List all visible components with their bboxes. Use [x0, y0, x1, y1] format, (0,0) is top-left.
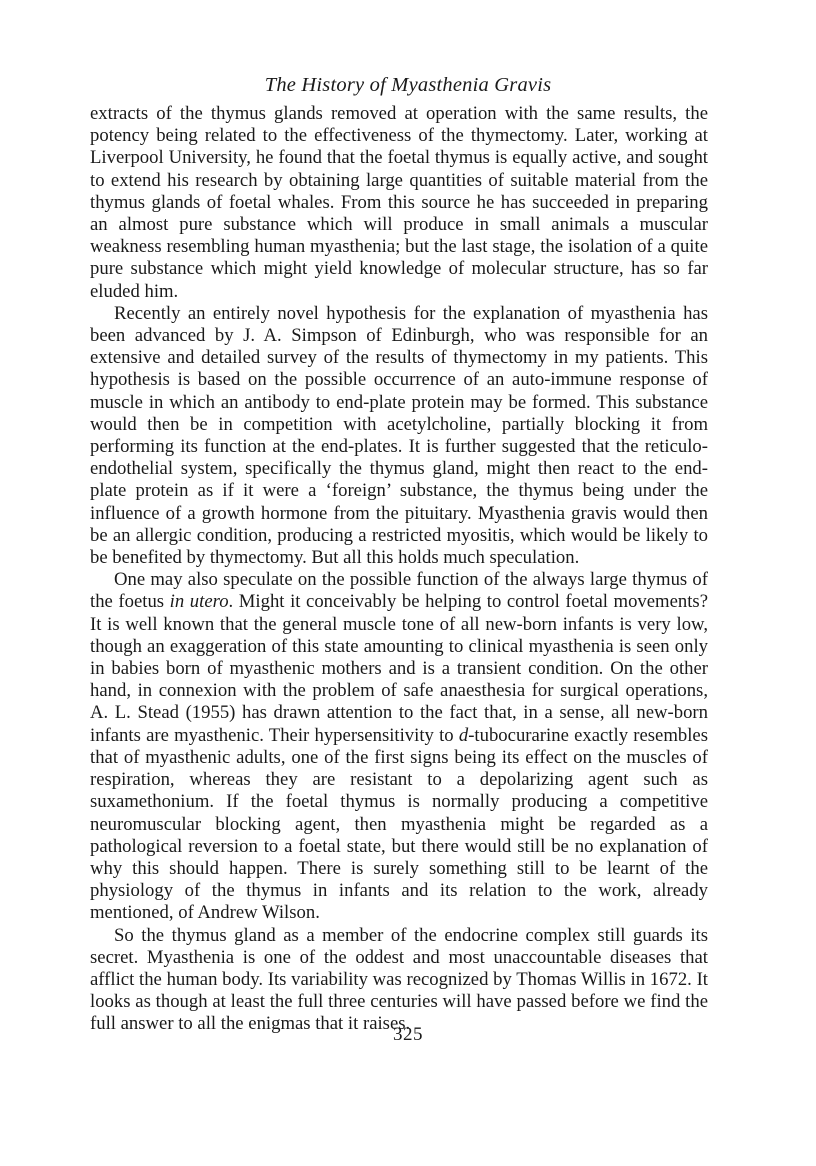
paragraph-3	[90, 569, 708, 924]
paragraph-1: extracts of the thymus glands removed at operation with the same results, the potency being related to the effectiveness of the thymectomy. Later, working at Liverpool University, he found that the foetal thymus is equally active, and sought to extend his research by obtaining large quantities of suitable material from the thymus glands of foetal whales. From this source he has succeeded in preparing an almost pure substance which will produce in small animals a muscular weakness resembling human myasthenia; but the last stage, the isolation of a quite pure substance which might yield knowledge of molecular structure, has so far eluded him.	[90, 103, 708, 302]
page-number: 325	[393, 1024, 423, 1045]
paragraph-3-text-a: One may also speculate on the possible function of the always large thymus of the foetus	[90, 569, 708, 613]
body-text	[90, 103, 708, 1036]
running-head: The History of Myasthenia Gravis	[264, 74, 552, 96]
italic-in-utero: in utero	[169, 591, 229, 613]
paragraph-4: So the thymus gland as a member of the endocrine complex still guards its secret. Myasthenia is one of the oddest and most unaccountable diseases that afflict the human body. Its variability was recognized by Thomas Willis in 1672. It looks as though at least the full three centuries will have passed before we find the full answer to all the enigmas that it raises.	[90, 924, 708, 1035]
paragraph-2: Recently an entirely novel hypothesis for the explanation of myasthenia has been advanced by J. A. Simpson of Edinburgh, who was responsible for an extensive and detailed survey of the results of thymectomy in my patients. This hypothesis is based on the possible occurrence of an auto-immune response of muscle in which an antibody to end-plate protein may be formed. This substance would then be in competition with acetylcholine, partially blocking it from performing its function at the end-plates. It is further suggested that the reticulo-endothelial system, specifically the thymus gland, might then react to the end-plate protein as if it were a ‘foreign’ substance, the thymus being under the influence of a growth hormone from the pituitary. Myasthenia gravis would then be an allergic condition, producing a restricted myositis, which would be likely to be benefited by thymectomy. But all this holds much speculation.	[90, 302, 708, 569]
paragraph-3-text-c: -tubocurarine exactly resembles that of myasthenic adults, one of the first signs being its effect on the muscles of respiration, whereas they are resistant to a depolarizing agent such as suxamethonium. If the foetal thymus is normally producing a competitive neuromuscular blocking agent, then myasthenia might be regarded as a pathological reversion to a foetal state, but there would still be no explanation of why this should happen. There is surely something still to be learnt of the physiology of the thymus in infants and its relation to the work, already mentioned, of Andrew Wilson.	[90, 724, 708, 924]
paragraph-3-text-b: . Might it conceivably be helping to control foetal movements? It is well known that the general muscle tone of all new-born infants is very low, though an exaggeration of this state amounting to clinical myasthenia is seen only in babies born of myasthenic mothers and is a transient condition. On the other hand, in connexion with the problem of safe anaesthesia for surgical operations, A. L. Stead (1955) has drawn attention to the fact that, in a sense, all new-born infants are myasthenic. Their hypersensitivity to	[90, 591, 708, 746]
italic-d-prefix: d	[458, 724, 469, 746]
